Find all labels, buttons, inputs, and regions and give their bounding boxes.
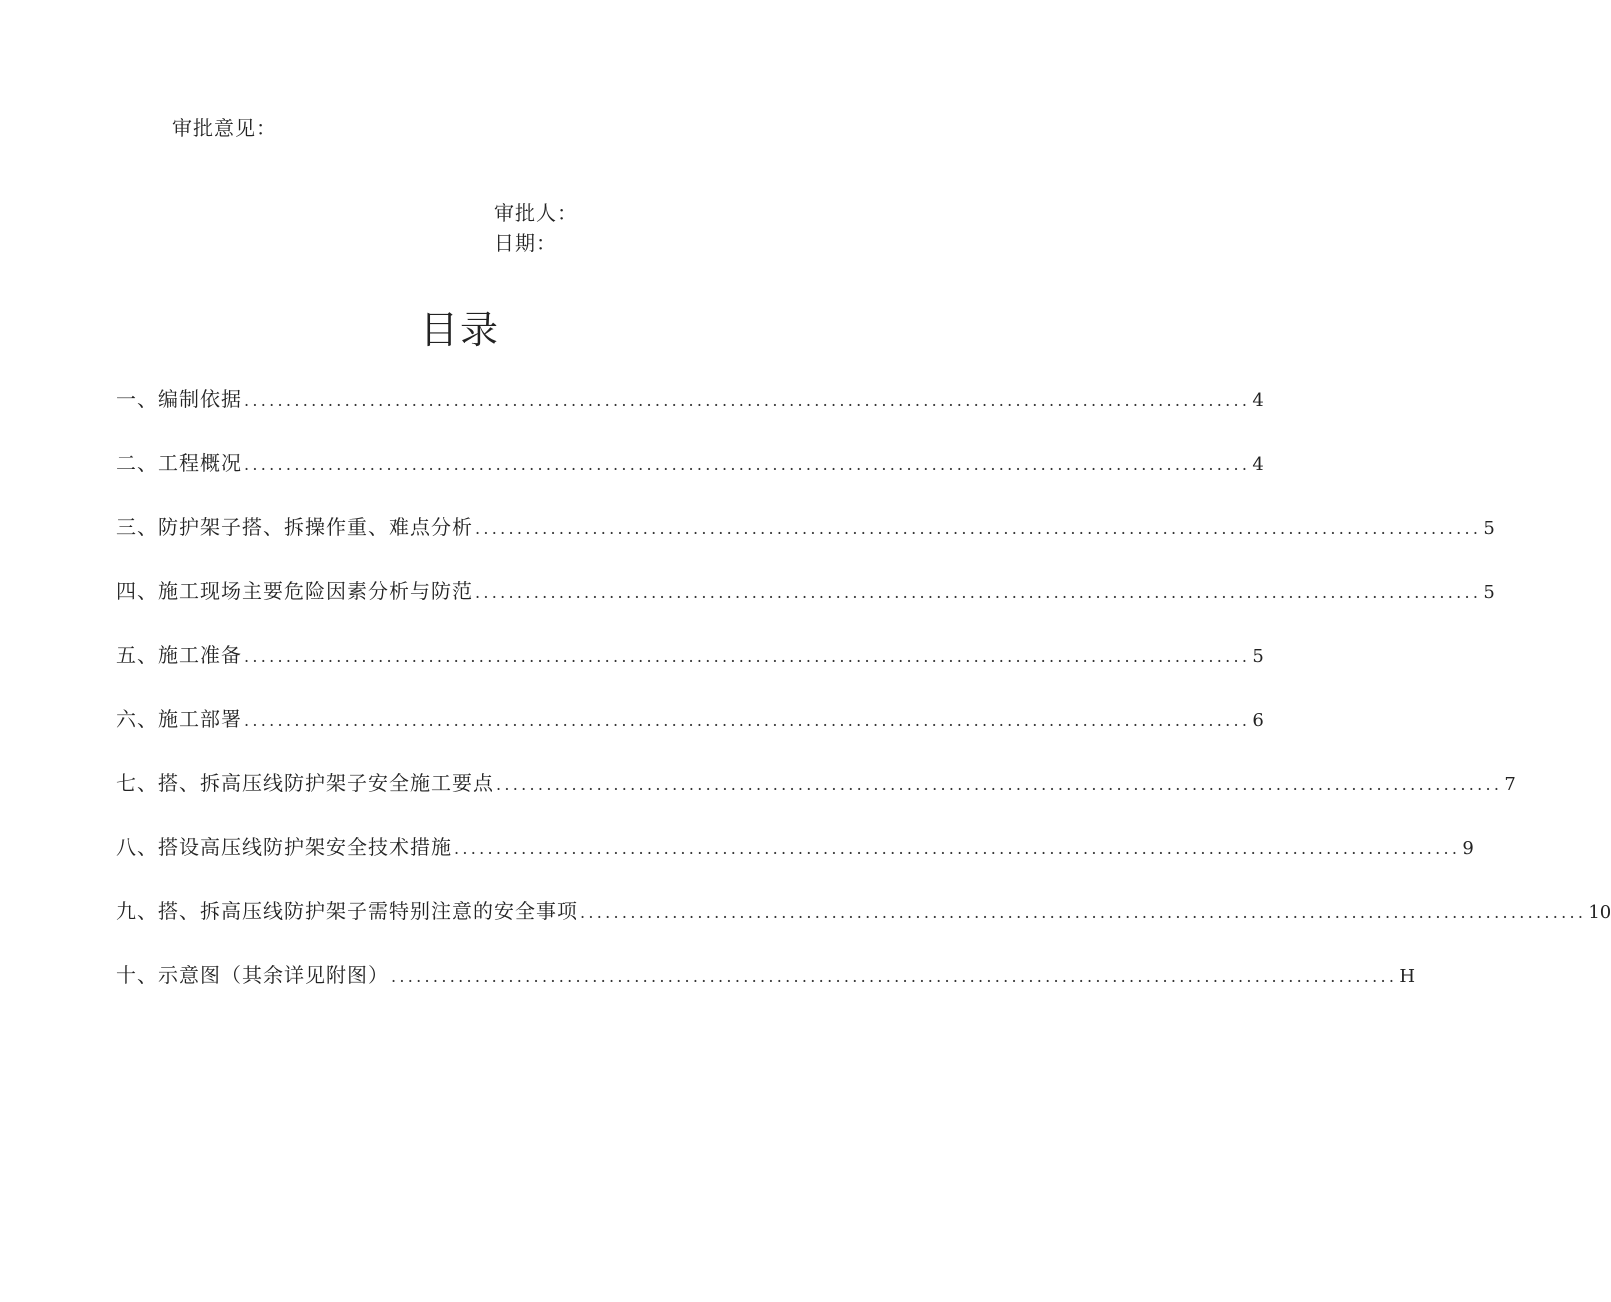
toc-item-page: 7: [1504, 774, 1516, 795]
toc-dot-leader: ........................................................................................................................: [244, 455, 1251, 474]
toc-item-1[interactable]: [116, 384, 1264, 448]
toc-item-9[interactable]: [116, 896, 1611, 960]
toc-dot-leader: ........................................................................................................................: [475, 519, 1482, 538]
toc-item-7[interactable]: [116, 768, 1516, 832]
toc-item-number: 九、: [116, 899, 158, 923]
approver-label: 审批人：: [494, 201, 578, 225]
approval-date-label: 日期：: [494, 231, 557, 255]
toc-item-text: 施工现场主要危险因素分析与防范: [158, 579, 473, 603]
toc-item-text: 搭设高压线防护架安全技术措施: [158, 835, 452, 859]
toc-dot-leader: ........................................................................................................................: [244, 391, 1251, 410]
toc-item-text: 防护架子搭、拆操作重、难点分析: [158, 515, 473, 539]
toc-item-number: 十、: [116, 963, 158, 987]
toc-item-text: 搭、拆高压线防护架子安全施工要点: [158, 771, 494, 795]
toc-item-text: 施工准备: [158, 643, 242, 667]
toc-dot-leader: ........................................................................................................................: [454, 839, 1461, 858]
toc-item-number: 八、: [116, 835, 158, 859]
toc-dot-leader: ........................................................................................................................: [580, 903, 1587, 922]
toc-item-page: 4: [1252, 454, 1264, 475]
toc-item-number: 六、: [116, 707, 158, 731]
toc-item-text: 施工部署: [158, 707, 242, 731]
toc-item-3[interactable]: [116, 512, 1495, 576]
toc-item-4[interactable]: [116, 576, 1495, 640]
approval-opinion-label: 审批意见：: [172, 116, 277, 140]
toc-item-text: 搭、拆高压线防护架子需特别注意的安全事项: [158, 899, 578, 923]
toc-item-page: 4: [1252, 390, 1264, 411]
table-of-contents: [116, 384, 1611, 1024]
toc-item-number: 七、: [116, 771, 158, 795]
toc-item-text: 示意图（其余详见附图）: [158, 963, 389, 987]
toc-item-text: 工程概况: [158, 451, 242, 475]
toc-item-number: 五、: [116, 643, 158, 667]
toc-item-page: 5: [1483, 582, 1495, 603]
toc-title: 目录: [419, 308, 500, 352]
toc-item-page: 10: [1588, 902, 1611, 923]
toc-item-number: 三、: [116, 515, 158, 539]
toc-dot-leader: ........................................................................................................................: [475, 583, 1482, 602]
toc-item-2[interactable]: [116, 448, 1264, 512]
toc-item-page: H: [1399, 966, 1416, 987]
toc-item-8[interactable]: [116, 832, 1474, 896]
toc-dot-leader: ........................................................................................................................: [496, 775, 1503, 794]
toc-item-page: 9: [1462, 838, 1474, 859]
toc-item-page: 5: [1252, 646, 1264, 667]
toc-item-page: 6: [1252, 710, 1264, 731]
toc-item-10[interactable]: [116, 960, 1416, 1024]
toc-item-6[interactable]: [116, 704, 1264, 768]
toc-item-number: 四、: [116, 579, 158, 603]
toc-item-5[interactable]: [116, 640, 1264, 704]
toc-item-number: 二、: [116, 451, 158, 475]
toc-item-page: 5: [1483, 518, 1495, 539]
toc-dot-leader: ........................................................................................................................: [391, 967, 1398, 986]
toc-dot-leader: ........................................................................................................................: [244, 647, 1251, 666]
toc-item-text: 编制依据: [158, 387, 242, 411]
toc-dot-leader: ........................................................................................................................: [244, 711, 1251, 730]
toc-item-number: 一、: [116, 387, 158, 411]
